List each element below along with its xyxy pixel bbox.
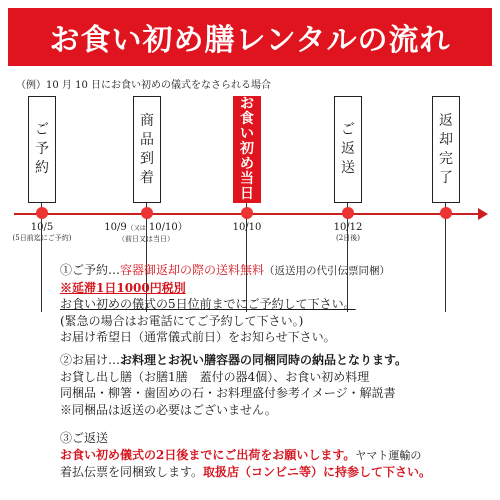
- step-label: 商 品 到 着: [140, 112, 154, 186]
- date-note: (5日前迄にご予約): [12, 234, 72, 242]
- step-box: [133, 96, 161, 203]
- section-return: [60, 430, 431, 481]
- timeline-dot: [36, 207, 48, 219]
- step-box-highlight: [233, 96, 261, 203]
- reservation-line: (緊急の場合はお電話にてご予約して下さい。): [60, 313, 304, 328]
- timeline-arrow-icon: [478, 208, 488, 220]
- timeline-dot: [241, 207, 253, 219]
- date-note: (2日後): [336, 234, 360, 242]
- section-delivery: [60, 352, 407, 418]
- date-label-return: [303, 222, 393, 244]
- section-heading: ①ご予約…容器御返却の際の送料無料（返送用の代引伝票同梱）: [60, 263, 391, 277]
- section-heading: ③ご返送: [60, 431, 109, 445]
- step-box: [432, 96, 460, 203]
- delivery-line: ※同梱品は返送の必要はございません。: [60, 402, 277, 417]
- step-label: ご 返 送: [341, 122, 355, 176]
- page-title: お食い初め膳レンタルの流れ: [49, 23, 451, 58]
- date-value: 10/5: [30, 222, 54, 233]
- timeline-dot: [440, 207, 452, 219]
- section-reservation: [60, 262, 390, 346]
- late-fee-note: ※延滞1日1000円税別: [60, 280, 186, 295]
- date-label-reservation: [0, 222, 87, 244]
- date-label-ceremony: [202, 222, 292, 233]
- example-note: （例）10 月 10 日にお食い初めの儀式をなさられる場合: [16, 80, 271, 91]
- timeline-dot: [342, 207, 354, 219]
- step-label: 返 却 完 了: [439, 112, 453, 186]
- delivery-line: お貸し出し膳（お膳1膳 蓋付の器4個）、お食い初め料理: [60, 369, 370, 384]
- step-label: お 食 い 初 め 当 日: [240, 96, 254, 202]
- date-note: （前日又は当日）: [118, 235, 174, 243]
- date-label-arrival: [101, 222, 191, 245]
- page-title-banner: [8, 8, 492, 66]
- return-line: 着払伝票を同梱致します。取扱店（コンビニ等）に持参して下さい。: [60, 465, 432, 479]
- date-value: 10/10: [232, 222, 262, 233]
- delivery-line: 同梱品・柳箸・歯固めの石・お料理盛付参考イメージ・解説書: [60, 386, 396, 400]
- step-label: ご 予 約: [35, 122, 49, 176]
- step-box: [28, 96, 56, 203]
- step-box: [334, 96, 362, 203]
- section-heading: ②お届け…お料理とお祝い膳容器の同梱同時の納品となります。: [60, 353, 408, 367]
- return-line: お食い初め儀式の2日後までにご出荷をお願いします。ヤマト運輸の: [60, 447, 422, 462]
- reservation-line: お食い初めの儀式の5日位前までにご予約して下さい。: [60, 297, 356, 311]
- reservation-line: お届け希望日（通常儀式前日）をお知らせ下さい。: [60, 330, 336, 344]
- date-value: 10/12: [333, 222, 363, 233]
- timeline-dot: [141, 207, 153, 219]
- date-value: 10/9（又は 10/10）: [104, 222, 188, 233]
